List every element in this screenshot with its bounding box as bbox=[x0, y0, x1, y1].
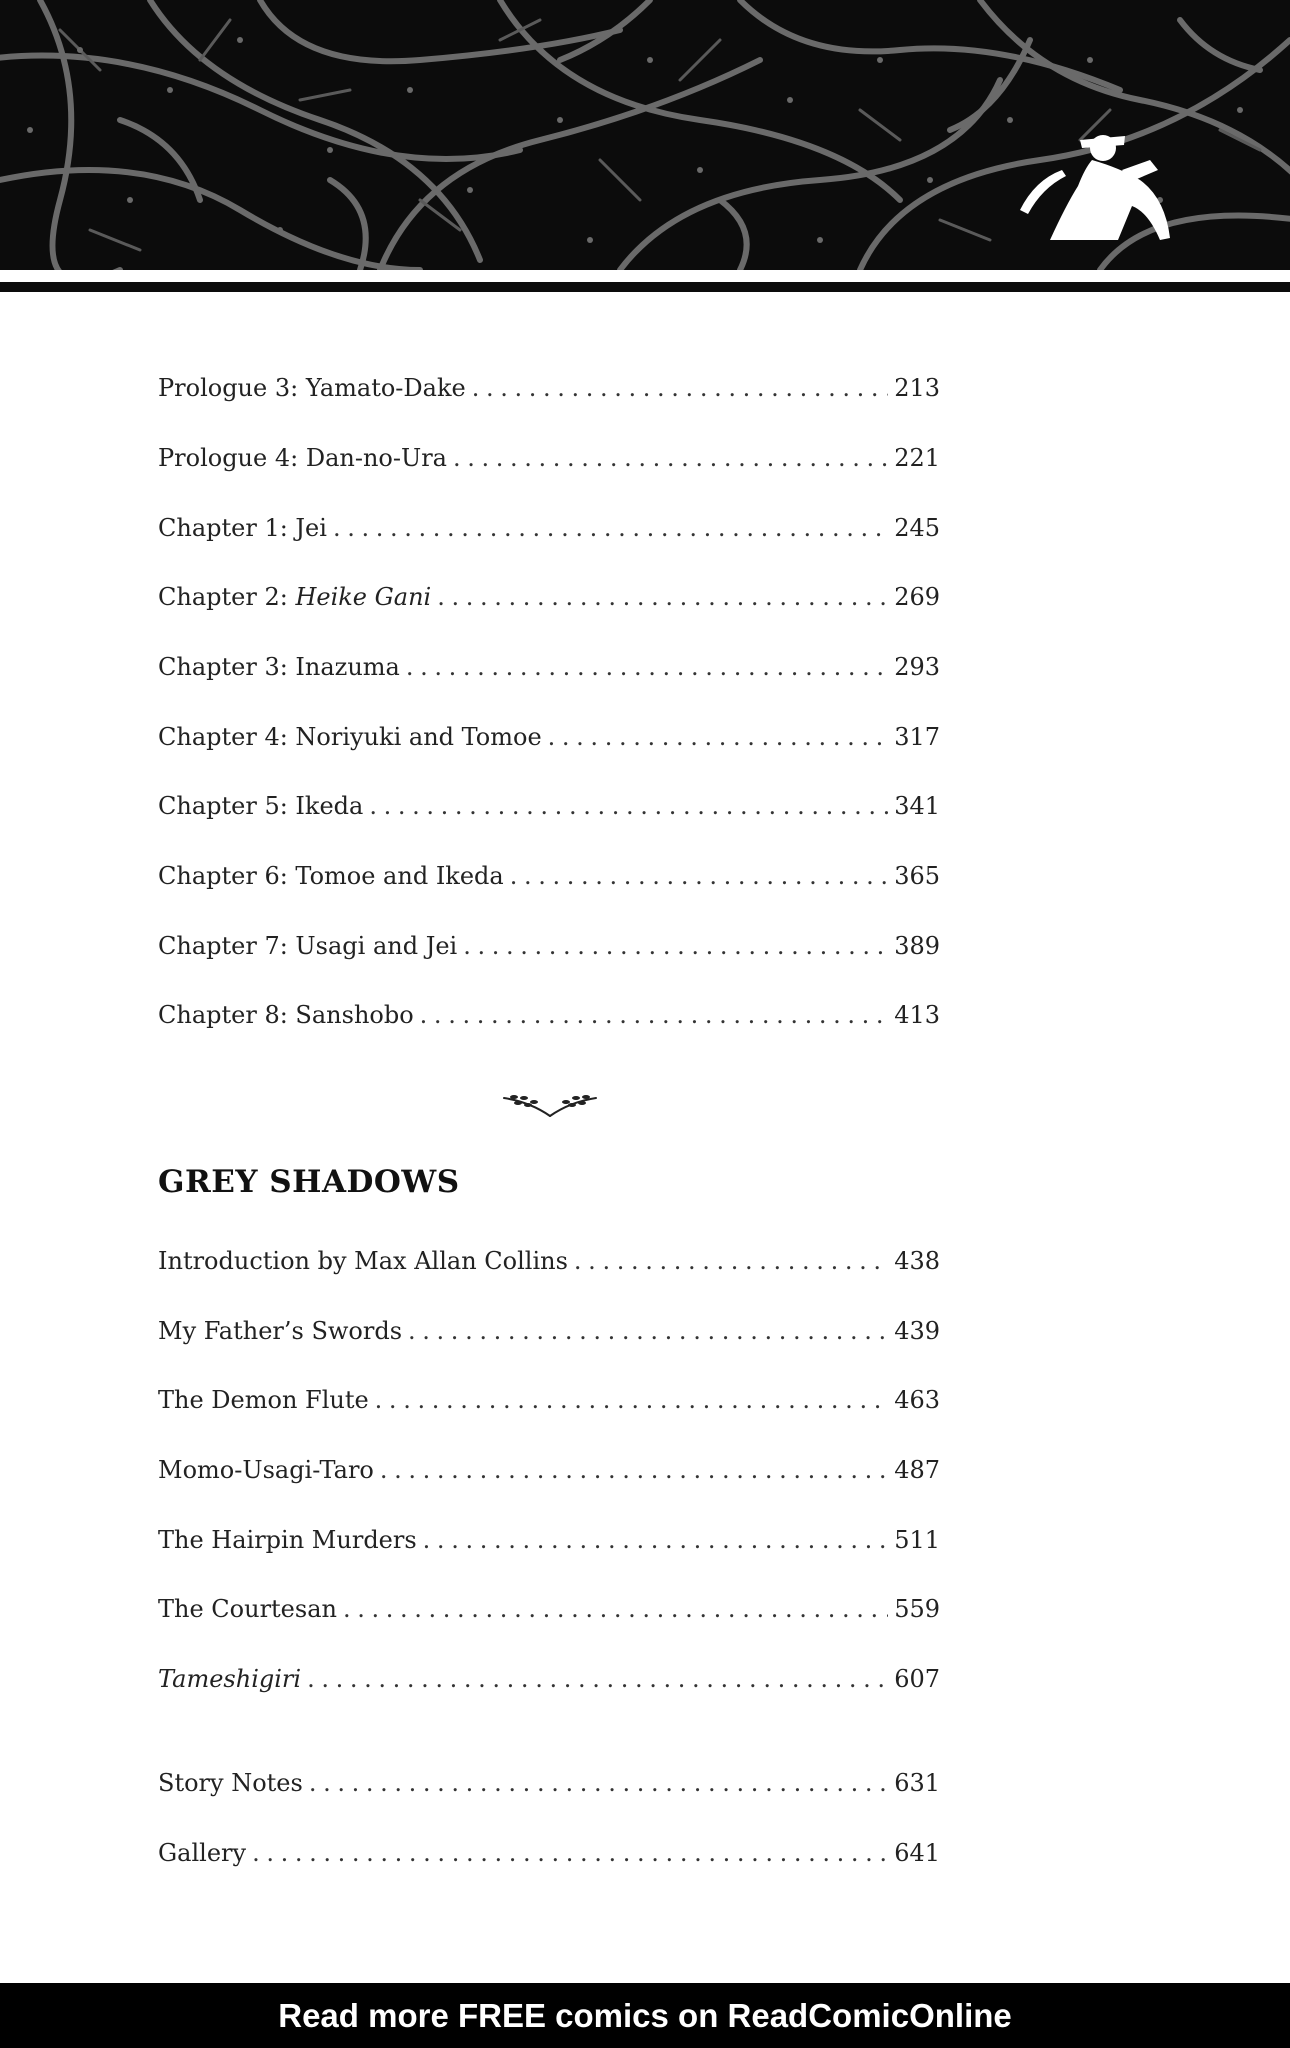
dot-leader bbox=[420, 993, 889, 1037]
toc-entry-title bbox=[158, 575, 437, 619]
dot-leader bbox=[453, 436, 888, 480]
dot-leader bbox=[510, 854, 888, 898]
toc-entry-page: 341 bbox=[894, 792, 940, 820]
branch-pattern bbox=[0, 0, 1290, 270]
toc-entry[interactable] bbox=[158, 575, 940, 619]
toc-entry-title: The Courtesan bbox=[158, 1595, 337, 1623]
toc-entry-page: 487 bbox=[894, 1456, 940, 1484]
toc-entry-page: 245 bbox=[894, 514, 940, 542]
dot-leader bbox=[369, 784, 888, 828]
toc-entry-page: 559 bbox=[894, 1595, 940, 1623]
toc-entry-page: 389 bbox=[894, 932, 940, 960]
toc-entry-page: 213 bbox=[894, 374, 940, 402]
toc-entry[interactable] bbox=[158, 506, 940, 550]
footer-banner[interactable] bbox=[0, 1983, 1290, 2048]
toc-entry-page: 439 bbox=[894, 1317, 940, 1345]
toc-entry-title: Story Notes bbox=[158, 1769, 303, 1797]
toc-entry-page: 438 bbox=[894, 1247, 940, 1275]
header-divider-white bbox=[0, 270, 1290, 282]
toc-entry[interactable] bbox=[158, 1448, 940, 1492]
toc-entry-title-italic: Heike Gani bbox=[295, 583, 432, 611]
toc-entry-title: Prologue 4: Dan-no-Ura bbox=[158, 444, 447, 472]
toc-entry-page: 641 bbox=[894, 1839, 940, 1867]
toc-entry-title: Momo-Usagi-Taro bbox=[158, 1456, 374, 1484]
toc-entry-title: Chapter 7: Usagi and Jei bbox=[158, 932, 458, 960]
dot-leader bbox=[463, 924, 888, 968]
dot-leader bbox=[252, 1831, 888, 1875]
toc-entry[interactable] bbox=[158, 1518, 940, 1562]
toc-entry-page: 221 bbox=[894, 444, 940, 472]
toc-entry[interactable] bbox=[158, 1657, 940, 1701]
leaf-branch-ornament-icon bbox=[500, 1088, 600, 1118]
toc-entry-page: 413 bbox=[894, 1001, 940, 1029]
toc-entry-page: 317 bbox=[894, 723, 940, 751]
toc-entry[interactable] bbox=[158, 1831, 940, 1875]
toc-entry[interactable] bbox=[158, 715, 940, 759]
toc-entry-title: Chapter 6: Tomoe and Ikeda bbox=[158, 862, 504, 890]
toc-entry[interactable] bbox=[158, 784, 940, 828]
toc-entry-page: 463 bbox=[894, 1386, 940, 1414]
toc-entry-title: Chapter 4: Noriyuki and Tomoe bbox=[158, 723, 542, 751]
samurai-silhouette-icon bbox=[1020, 135, 1170, 240]
toc-entry-title: Chapter 1: Jei bbox=[158, 514, 327, 542]
dot-leader bbox=[333, 506, 888, 550]
toc-entry[interactable] bbox=[158, 993, 940, 1037]
toc-entry[interactable] bbox=[158, 1761, 940, 1805]
dot-leader bbox=[437, 575, 888, 619]
dot-leader bbox=[574, 1239, 888, 1283]
toc-entry[interactable] bbox=[158, 436, 940, 480]
header-banner bbox=[0, 0, 1290, 270]
toc-entry-page: 365 bbox=[894, 862, 940, 890]
dot-leader bbox=[408, 1309, 888, 1353]
toc-entry-title: Gallery bbox=[158, 1839, 247, 1867]
toc-entry[interactable] bbox=[158, 645, 940, 689]
dot-leader bbox=[309, 1761, 888, 1805]
toc-entry-title: Tameshigiri bbox=[158, 1665, 302, 1693]
header-divider-black bbox=[0, 282, 1290, 292]
toc-entry[interactable] bbox=[158, 1309, 940, 1353]
toc-entry-title: The Demon Flute bbox=[158, 1386, 369, 1414]
toc-entry-title: Chapter 8: Sanshobo bbox=[158, 1001, 414, 1029]
toc-entry-page: 607 bbox=[894, 1665, 940, 1693]
toc-entry[interactable] bbox=[158, 854, 940, 898]
dot-leader bbox=[548, 715, 889, 759]
toc-entry-title: Introduction by Max Allan Collins bbox=[158, 1247, 568, 1275]
section-heading: GREY SHADOWS bbox=[158, 1164, 460, 1200]
toc-entry[interactable] bbox=[158, 1378, 940, 1422]
toc-entry-title: The Hairpin Murders bbox=[158, 1526, 417, 1554]
dot-leader bbox=[375, 1378, 889, 1422]
toc-entry-title-prefix: Chapter 2: bbox=[158, 583, 296, 611]
toc-entry[interactable] bbox=[158, 1587, 940, 1631]
toc-entry[interactable] bbox=[158, 366, 940, 410]
toc-entry-title: Chapter 3: Inazuma bbox=[158, 653, 400, 681]
dot-leader bbox=[343, 1587, 888, 1631]
dot-leader bbox=[472, 366, 889, 410]
toc-entry-title: My Father’s Swords bbox=[158, 1317, 403, 1345]
dot-leader bbox=[423, 1518, 889, 1562]
dot-leader bbox=[406, 645, 888, 689]
toc-entry-page: 631 bbox=[894, 1769, 940, 1797]
toc-entry-title: Prologue 3: Yamato-Dake bbox=[158, 374, 466, 402]
toc-entry-page: 293 bbox=[894, 653, 940, 681]
toc-entry-page: 269 bbox=[894, 583, 940, 611]
toc-entry[interactable] bbox=[158, 924, 940, 968]
dot-leader bbox=[380, 1448, 888, 1492]
footer-text[interactable]: Read more FREE comics on ReadComicOnline bbox=[278, 1996, 1012, 2034]
toc-entry-page: 511 bbox=[894, 1526, 940, 1554]
toc-entry[interactable] bbox=[158, 1239, 940, 1283]
toc-entry-title: Chapter 5: Ikeda bbox=[158, 792, 364, 820]
dot-leader bbox=[307, 1657, 888, 1701]
